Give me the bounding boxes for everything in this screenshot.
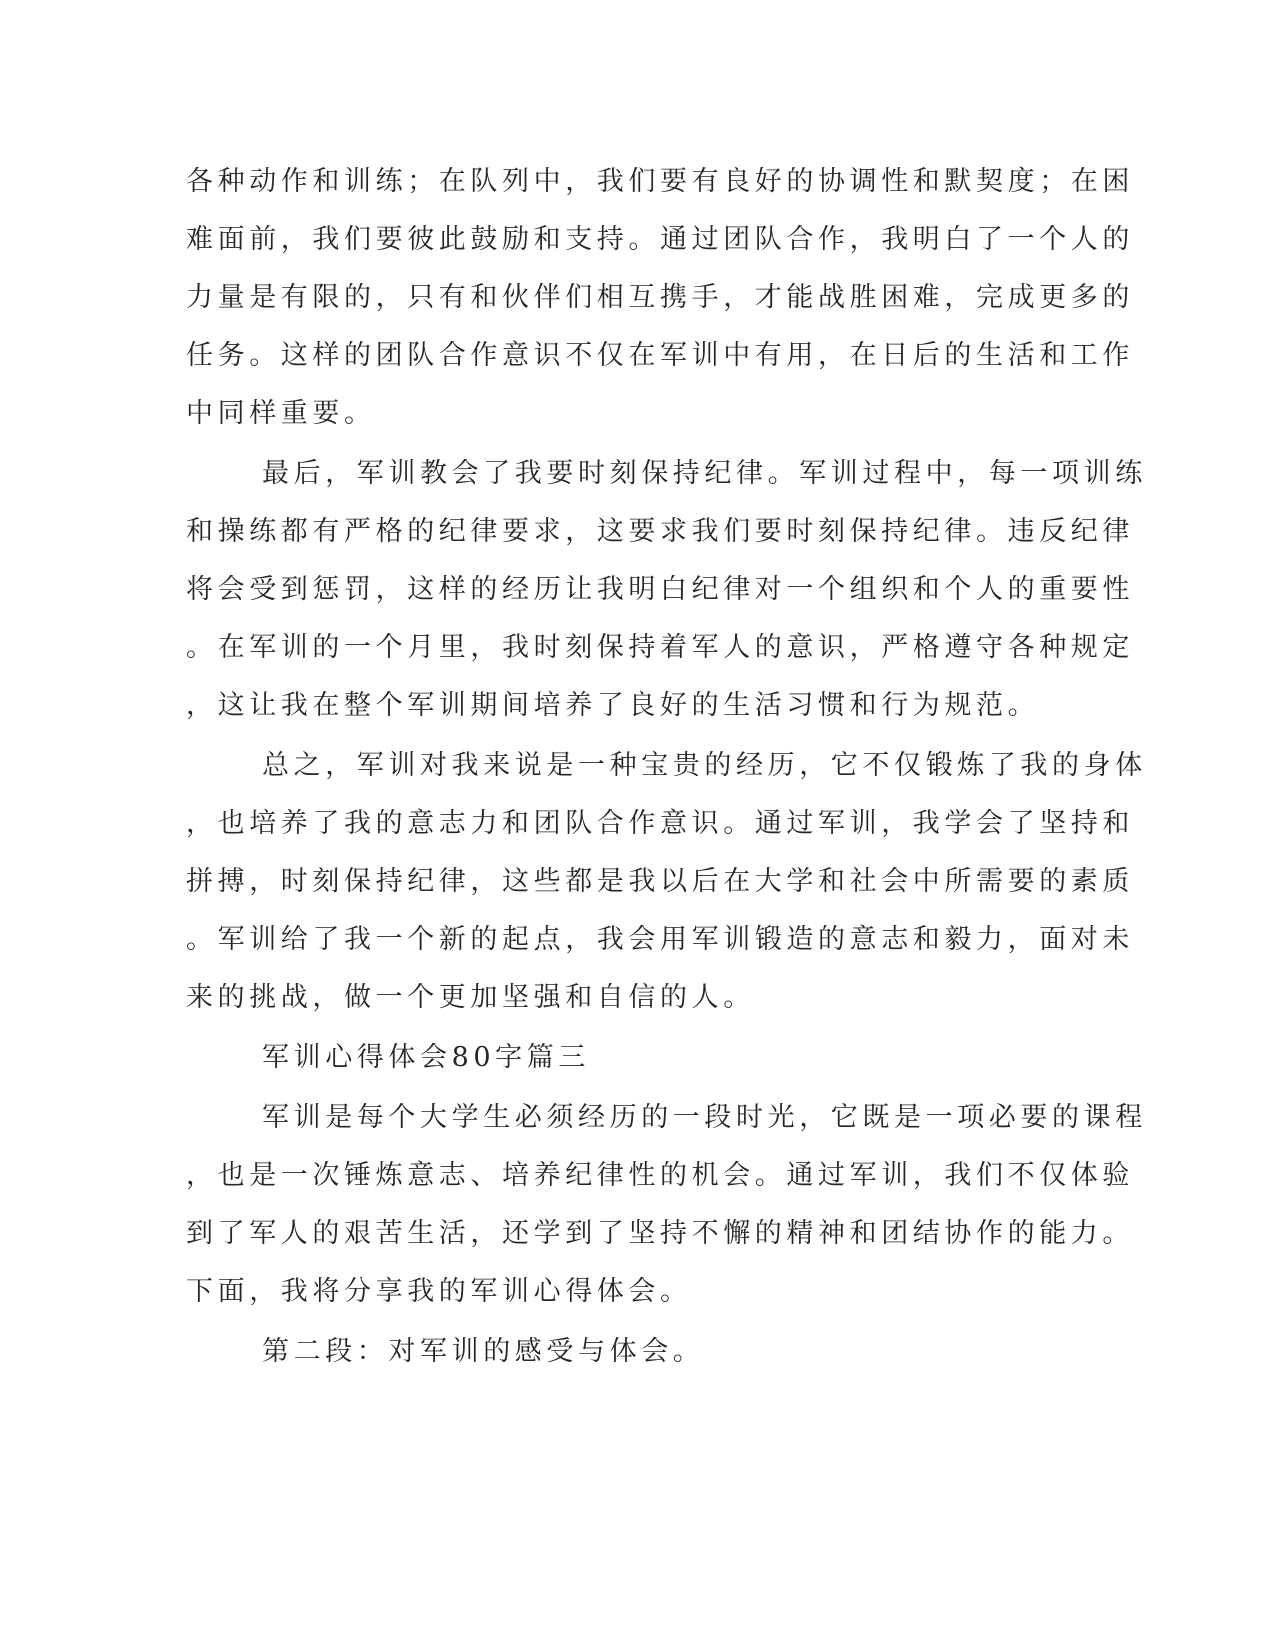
- text-line: 。军训给了我一个新的起点，我会用军训锻造的意志和毅力，面对未: [186, 924, 1134, 955]
- text-line: 。在军训的一个月里，我时刻保持着军人的意识，严格遵守各种规定: [186, 632, 1134, 663]
- text-line: 力量是有限的，只有和伙伴们相互携手，才能战胜困难，完成更多的: [186, 282, 1134, 313]
- text-line: 拼搏，时刻保持纪律，这些都是我以后在大学和社会中所需要的素质: [186, 866, 1134, 897]
- text-line: 下面，我将分享我的军训心得体会。: [186, 1276, 692, 1307]
- paragraph-first-line: 第二段：对军训的感受与体会。: [262, 1336, 705, 1367]
- section-heading: 军训心得体会80字篇三: [262, 1042, 590, 1073]
- paragraph-first-line: 最后，军训教会了我要时刻保持纪律。军训过程中，每一项训练: [262, 458, 1147, 489]
- text-line: ，也培养了我的意志力和团队合作意识。通过军训，我学会了坚持和: [186, 808, 1134, 839]
- text-line: 到了军人的艰苦生活，还学到了坚持不懈的精神和团结协作的能力。: [186, 1218, 1134, 1249]
- paragraph-first-line: 总之，军训对我来说是一种宝贵的经历，它不仅锻炼了我的身体: [262, 750, 1147, 781]
- text-line: ，也是一次锤炼意志、培养纪律性的机会。通过军训，我们不仅体验: [186, 1160, 1134, 1191]
- text-line: 各种动作和训练；在队列中，我们要有良好的协调性和默契度；在困: [186, 166, 1134, 197]
- text-line: 将会受到惩罚，这样的经历让我明白纪律对一个组织和个人的重要性: [186, 574, 1134, 605]
- text-line: 难面前，我们要彼此鼓励和支持。通过团队合作，我明白了一个人的: [186, 224, 1134, 255]
- paragraph-first-line: 军训是每个大学生必须经历的一段时光，它既是一项必要的课程: [262, 1102, 1147, 1133]
- text-line: 和操练都有严格的纪律要求，这要求我们要时刻保持纪律。违反纪律: [186, 516, 1134, 547]
- text-line: 来的挑战，做一个更加坚强和自信的人。: [186, 982, 755, 1013]
- text-line: ，这让我在整个军训期间培养了良好的生活习惯和行为规范。: [186, 690, 1040, 721]
- text-line: 中同样重要。: [186, 398, 376, 429]
- text-line: 任务。这样的团队合作意识不仅在军训中有用，在日后的生活和工作: [186, 340, 1134, 371]
